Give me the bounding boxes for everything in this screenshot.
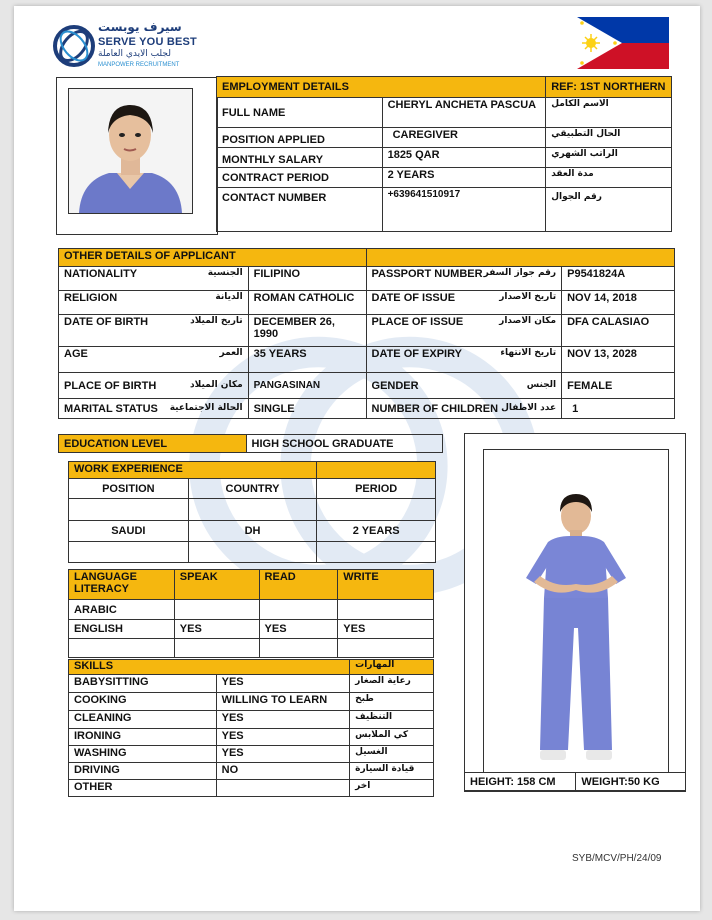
table-row — [69, 711, 434, 729]
language-row-2-write: YES — [338, 620, 434, 639]
skill-other-value — [216, 780, 350, 797]
date-of-birth-value: DECEMBER 26, 1990 — [248, 315, 366, 347]
weight-value: WEIGHT:50 KG — [576, 773, 686, 791]
skill-cleaning-value: YES — [216, 711, 350, 729]
contact-number-arabic-label: رقم الجوال — [546, 188, 672, 232]
religion-value: ROMAN CATHOLIC — [248, 291, 366, 315]
date-of-issue-label: DATE OF ISSUE — [371, 292, 456, 304]
reference-number: REF: 1ST NORTHERN — [546, 77, 672, 98]
language-row-1-read — [259, 600, 338, 620]
work-row-3-position — [69, 542, 189, 563]
passport-number-arabic-label: رقم جواز السفر — [483, 268, 557, 278]
skill-driving-arabic-label: قيادة السيارة — [350, 763, 434, 780]
work-row-2-position: SAUDI — [69, 521, 189, 542]
work-row-2-country: DH — [188, 521, 317, 542]
gender-label: GENDER — [371, 379, 419, 392]
skills-table — [68, 659, 434, 797]
language-row-1-write — [338, 600, 434, 620]
full-name-value: CHERYL ANCHETA PASCUA — [382, 98, 546, 128]
education-level-value: HIGH SCHOOL GRADUATE — [246, 435, 442, 453]
skill-babysitting-arabic-label: رعاية الصغار — [350, 675, 434, 693]
date-of-birth-label: DATE OF BIRTH — [64, 316, 149, 328]
other-details-title-filler — [366, 249, 674, 267]
language-literacy-table — [68, 569, 434, 658]
full-name-label: FULL NAME — [217, 98, 383, 128]
skill-driving-value: NO — [216, 763, 350, 780]
gender-arabic-label: الجنس — [526, 379, 557, 390]
table-row — [69, 746, 434, 763]
work-header-period: PERIOD — [317, 479, 436, 499]
passport-number-value: P9541824A — [562, 267, 675, 291]
full-body-photo — [483, 449, 669, 773]
document-page — [14, 6, 700, 911]
skill-other-arabic-label: اخر — [350, 780, 434, 797]
skill-babysitting-value: YES — [216, 675, 350, 693]
contact-number-label: CONTACT NUMBER — [217, 188, 383, 232]
date-of-expiry-label: DATE OF EXPIRY — [371, 348, 462, 360]
skill-washing-label: WASHING — [69, 746, 217, 763]
table-row — [69, 675, 434, 693]
table-row — [69, 693, 434, 711]
skill-babysitting-label: BABYSITTING — [69, 675, 217, 693]
logo-mark-icon — [52, 24, 96, 68]
skills-title-arabic: المهارات — [350, 660, 434, 675]
skill-driving-label: DRIVING — [69, 763, 217, 780]
skill-other-label: OTHER — [69, 780, 217, 797]
skill-cooking-value: WILLING TO LEARN — [216, 693, 350, 711]
table-row — [69, 729, 434, 746]
place-of-issue-label: PLACE OF ISSUE — [371, 316, 464, 328]
table-row — [69, 499, 436, 521]
education-level-label: EDUCATION LEVEL — [59, 435, 247, 453]
work-header-position: POSITION — [69, 479, 189, 499]
work-row-3-period — [317, 542, 436, 563]
skill-ironing-arabic-label: كي الملابس — [350, 729, 434, 746]
place-of-birth-arabic-label: مكان الميلاد — [190, 379, 243, 390]
monthly-salary-label: MONTHLY SALARY — [217, 148, 383, 168]
other-details-title: OTHER DETAILS OF APPLICANT — [59, 249, 367, 267]
logo-english-name: SERVE YOU BEST — [98, 36, 197, 48]
full-body-photo-frame — [464, 433, 686, 792]
work-row-1-period — [317, 499, 436, 521]
document-footer-code: SYB/MCV/PH/24/09 — [572, 853, 662, 864]
work-row-1-country — [188, 499, 317, 521]
date-of-issue-arabic-label: تاريخ الاصدار — [499, 292, 557, 302]
portrait-photo-frame — [56, 77, 218, 235]
contract-period-value: 2 YEARS — [382, 168, 546, 188]
table-row — [69, 780, 434, 797]
portrait-photo — [68, 88, 193, 214]
language-row-2-name: ENGLISH — [69, 620, 175, 639]
employment-details-table — [216, 76, 672, 232]
work-row-2-period: 2 YEARS — [317, 521, 436, 542]
nationality-label: NATIONALITY — [64, 268, 138, 280]
table-row — [69, 600, 434, 620]
marital-status-value: SINGLE — [248, 399, 366, 419]
language-row-1-speak — [174, 600, 259, 620]
full-name-arabic-label: الاسم الكامل — [546, 98, 672, 128]
logo-arabic-sub: لجلب الايدي العاملة — [98, 49, 171, 59]
skill-ironing-label: IRONING — [69, 729, 217, 746]
language-row-3-write — [338, 639, 434, 658]
position-applied-value: CAREGIVER — [382, 128, 546, 148]
skill-washing-value: YES — [216, 746, 350, 763]
skill-cleaning-arabic-label: التنظيف — [350, 711, 434, 729]
table-row — [69, 620, 434, 639]
work-row-1-position — [69, 499, 189, 521]
language-header-speak: SPEAK — [174, 570, 259, 600]
religion-label: RELIGION — [64, 292, 118, 304]
nationality-arabic-label: الجنسية — [207, 268, 243, 278]
marital-status-label: MARITAL STATUS — [64, 402, 158, 415]
date-of-expiry-arabic-label: تاريخ الانتهاء — [500, 348, 557, 358]
logo-arabic-name: سيرف يوبست — [98, 20, 182, 34]
gender-value: FEMALE — [562, 373, 675, 399]
contract-period-arabic-label: مدة العقد — [546, 168, 672, 188]
monthly-salary-value: 1825 QAR — [382, 148, 546, 168]
place-of-issue-arabic-label: مكان الاصدار — [499, 316, 557, 326]
number-of-children-label: NUMBER OF CHILDREN — [371, 402, 499, 415]
table-row — [69, 542, 436, 563]
place-of-birth-value: PANGASINAN — [248, 373, 366, 399]
passport-number-label: PASSPORT NUMBER — [371, 268, 483, 280]
place-of-birth-label: PLACE OF BIRTH — [64, 379, 157, 392]
nationality-value: FILIPINO — [248, 267, 366, 291]
place-of-issue-value: DFA CALASIAO — [562, 315, 675, 347]
education-table — [58, 434, 443, 453]
table-row — [69, 639, 434, 658]
age-value: 35 YEARS — [248, 347, 366, 373]
language-header-write: WRITE — [338, 570, 434, 600]
skill-cooking-label: COOKING — [69, 693, 217, 711]
age-label: AGE — [64, 348, 88, 360]
philippine-flag-icon — [577, 17, 669, 69]
logo-english-sub: MANPOWER RECRUITMENT — [98, 62, 180, 68]
language-row-3-name — [69, 639, 175, 658]
date-of-birth-arabic-label: تاريخ الميلاد — [190, 316, 243, 326]
language-header-read: READ — [259, 570, 338, 600]
skill-washing-arabic-label: الغسيل — [350, 746, 434, 763]
skill-ironing-value: YES — [216, 729, 350, 746]
monthly-salary-arabic-label: الراتب الشهري — [546, 148, 672, 168]
position-applied-arabic-label: الحال التطبيقي — [546, 128, 672, 148]
work-header-country: COUNTRY — [188, 479, 317, 499]
date-of-expiry-value: NOV 13, 2028 — [562, 347, 675, 373]
table-row — [69, 763, 434, 780]
skill-cleaning-label: CLEANING — [69, 711, 217, 729]
company-logo — [52, 22, 202, 74]
marital-status-arabic-label: الحالة الاجتماعية — [169, 402, 243, 413]
skills-title: SKILLS — [69, 660, 350, 675]
position-applied-label: POSITION APPLIED — [217, 128, 383, 148]
religion-arabic-label: الديانة — [215, 292, 243, 302]
contract-period-label: CONTRACT PERIOD — [217, 168, 383, 188]
number-of-children-arabic-label: عدد الاطفال — [501, 402, 557, 413]
language-row-1-name: ARABIC — [69, 600, 175, 620]
employment-details-title: EMPLOYMENT DETAILS — [217, 77, 546, 98]
date-of-issue-value: NOV 14, 2018 — [562, 291, 675, 315]
work-experience-table — [68, 461, 436, 563]
work-experience-title: WORK EXPERIENCE — [69, 462, 317, 479]
language-row-3-speak — [174, 639, 259, 658]
language-row-2-speak: YES — [174, 620, 259, 639]
age-arabic-label: العمر — [219, 348, 243, 358]
contact-number-value: +639641510917 — [382, 188, 546, 232]
number-of-children-value: 1 — [562, 399, 675, 419]
other-details-table — [58, 248, 675, 419]
language-row-2-read: YES — [259, 620, 338, 639]
language-row-3-read — [259, 639, 338, 658]
height-value: HEIGHT: 158 CM — [465, 773, 576, 791]
skill-cooking-arabic-label: طبخ — [350, 693, 434, 711]
work-row-3-country — [188, 542, 317, 563]
language-header-literacy: LANGUAGE LITERACY — [69, 570, 175, 600]
table-row — [69, 521, 436, 542]
measurements-table — [464, 772, 686, 791]
work-experience-title-filler — [317, 462, 436, 479]
